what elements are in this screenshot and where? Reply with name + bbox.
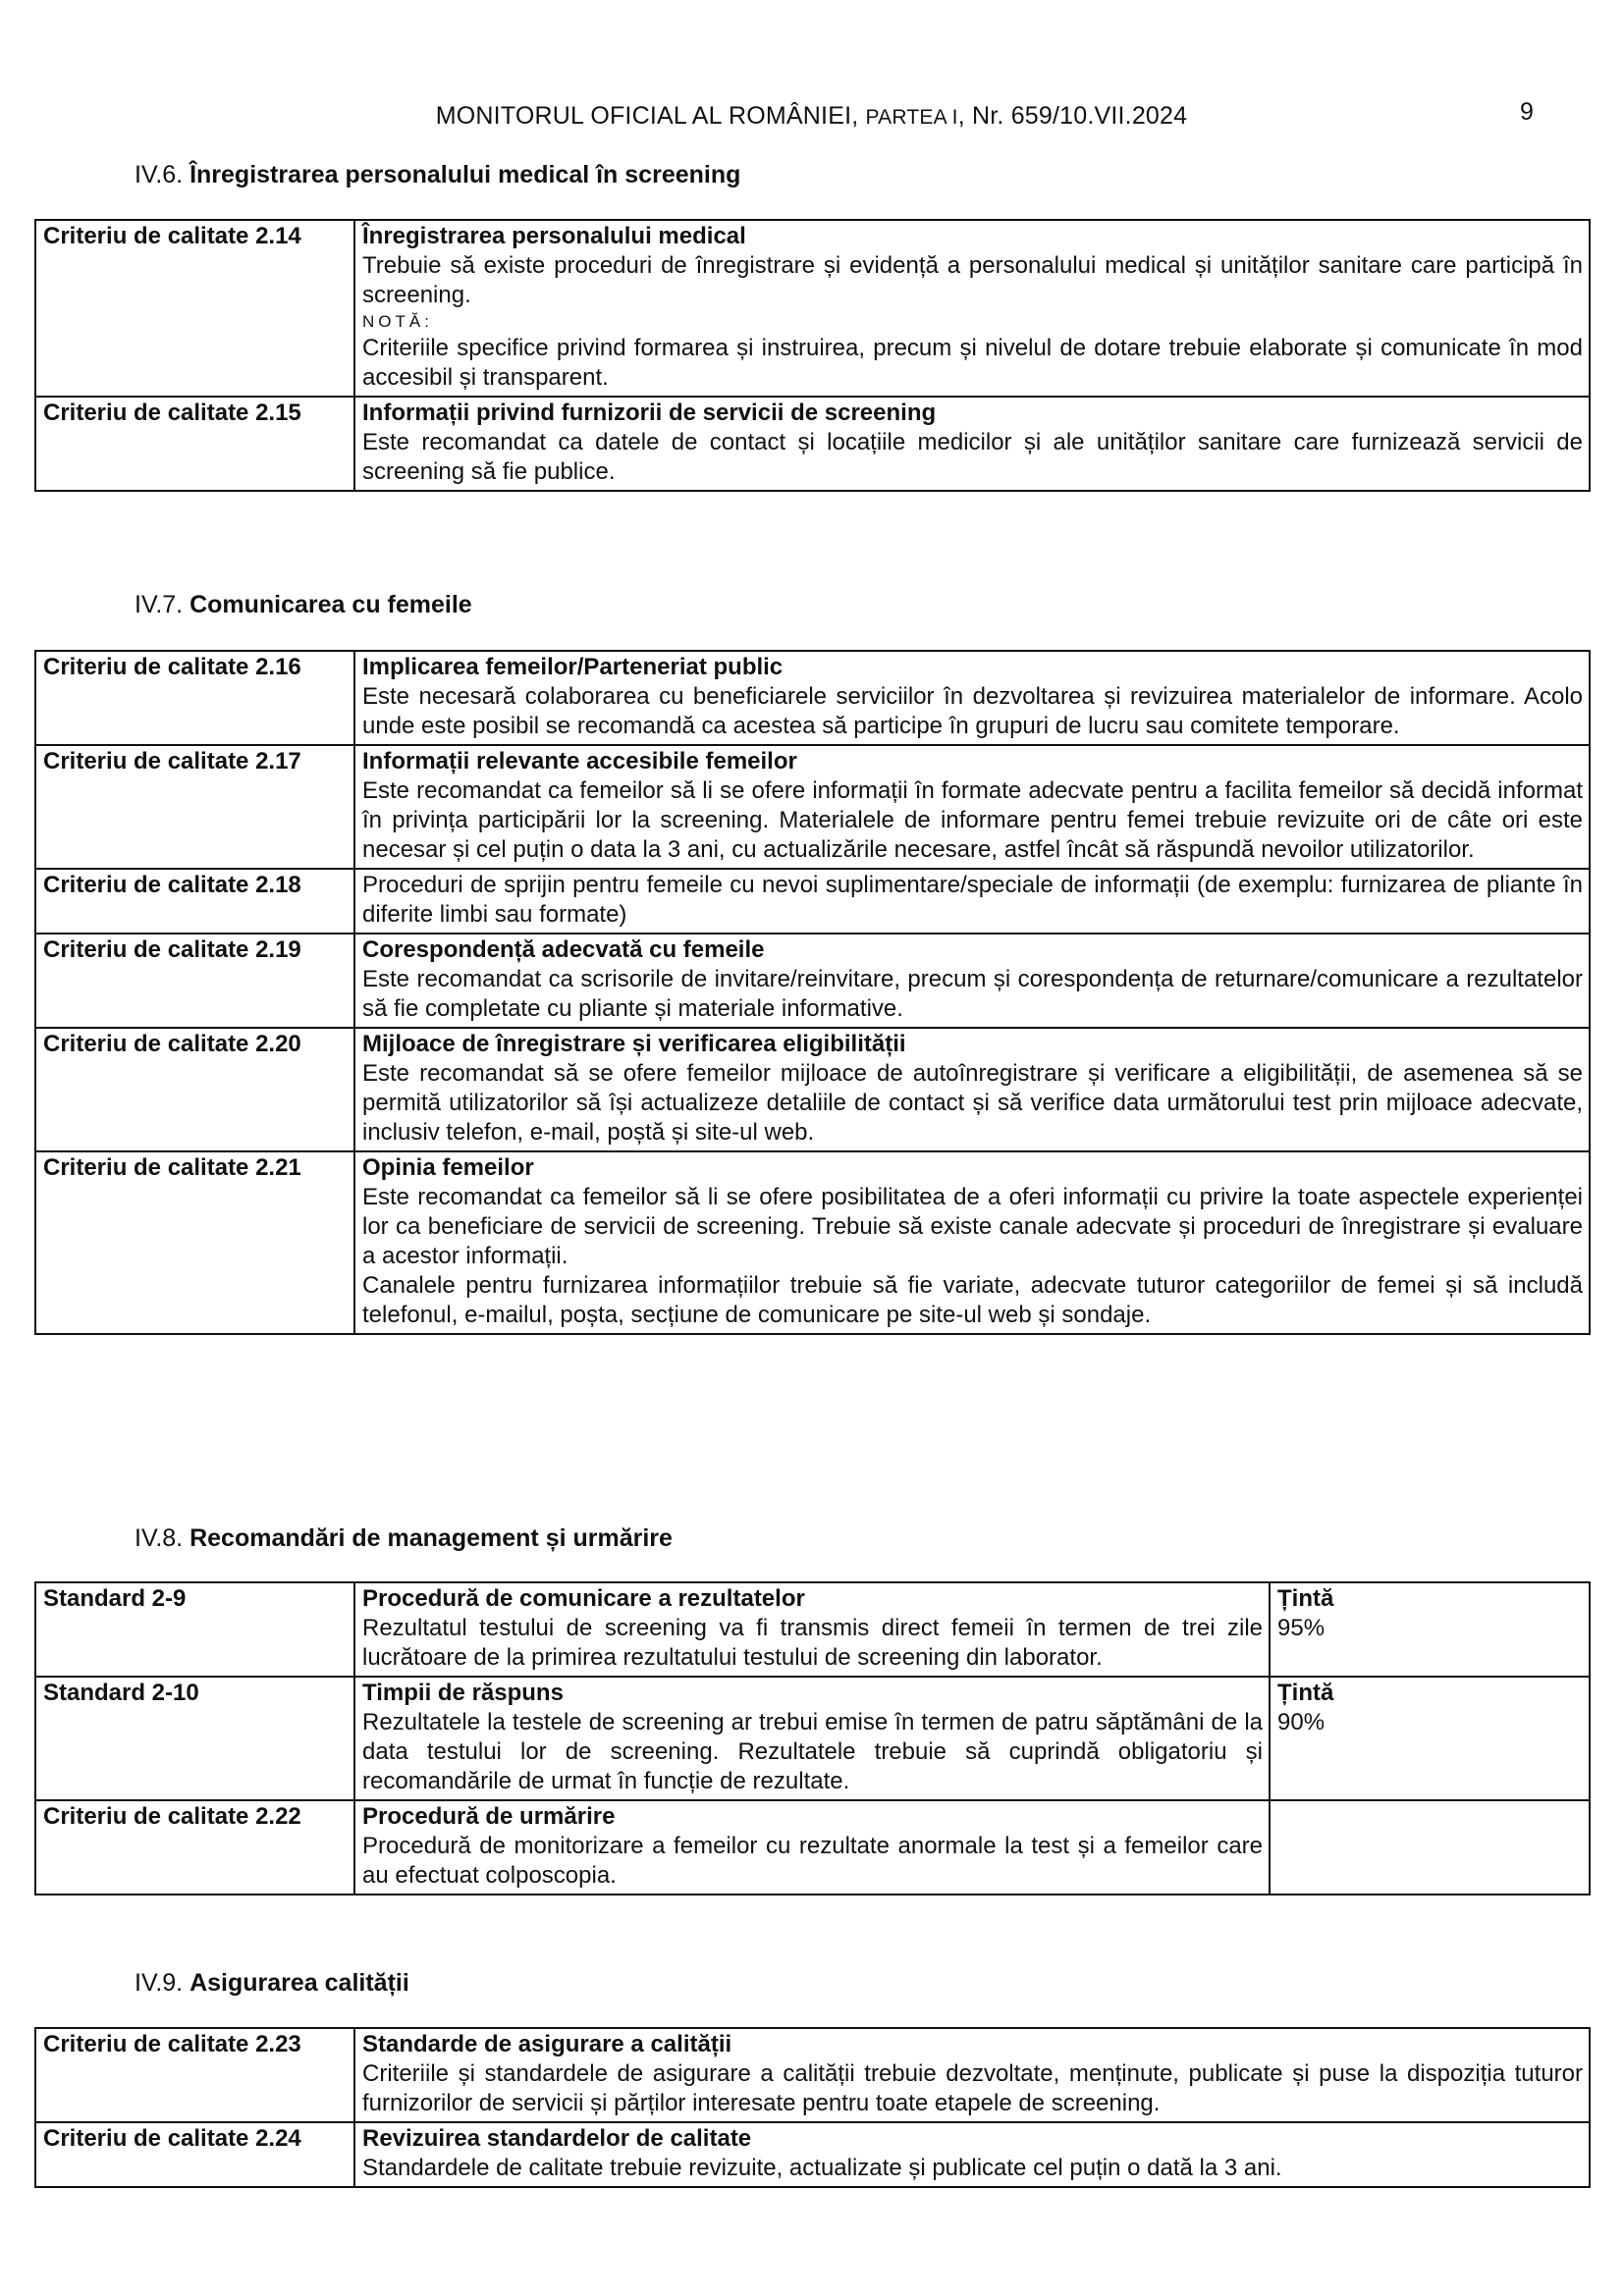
criterion-text: Este recomandat să se ofere femeilor mijloace de autoînregistrare și verificare a eligibilității, de asemenea să se permită utilizatorilor să își actualizeze detaliile de contact și să verifice data următorului test prin mijloace adecvate, inclusiv telefon, e-mail, poștă și site-ul web. <box>362 1060 1583 1146</box>
criterion-content <box>354 1028 1590 1151</box>
target-value: 95% <box>1277 1615 1325 1641</box>
criteria-table-iv6 <box>34 219 1591 492</box>
note-label: NOTĂ: <box>362 312 433 331</box>
section-heading-iv7 <box>135 591 472 619</box>
criterion-label: Criteriu de calitate 2.20 <box>35 1028 354 1151</box>
target-value: 90% <box>1277 1709 1325 1735</box>
criterion-label: Criteriu de calitate 2.21 <box>35 1151 354 1334</box>
header-title-main: MONITORUL OFICIAL AL ROMÂNIEI, <box>435 102 866 130</box>
table-row <box>35 2122 1590 2187</box>
section-number: IV.9. <box>135 1969 184 1997</box>
table-row <box>35 869 1590 934</box>
criterion-content <box>354 869 1590 934</box>
criterion-label: Criteriu de calitate 2.15 <box>35 397 354 491</box>
criterion-title: Standarde de asigurare a calității <box>362 2031 732 2057</box>
criterion-label: Criteriu de calitate 2.24 <box>35 2122 354 2187</box>
section-heading-iv8 <box>135 1524 673 1553</box>
criterion-title: Opinia femeilor <box>362 1154 534 1181</box>
table-row <box>35 745 1590 869</box>
criterion-content <box>354 745 1590 869</box>
section-number: IV.8. <box>135 1524 184 1552</box>
note-text: Criteriile specifice privind formarea și instruirea, precum și nivelul de dotare trebuie elaborate și comunicate în mod accesibil și transparent. <box>362 335 1583 391</box>
criterion-title: Implicarea femeilor/Parteneriat public <box>362 654 784 680</box>
criterion-text: Este recomandat ca femeilor să li se ofere informații în formate adecvate pentru a facilita femeilor să decidă informat în privința participării lor la screening. Materialele de informare pentru femei trebuie revizuite ori de câte ori este necesar și cel puțin o data la 3 ani, cu actualizările necesare, astfel încât să răspundă nevoilor utilizatorilor. <box>362 777 1583 863</box>
criterion-content <box>354 1800 1270 1895</box>
criterion-title: Procedură de urmărire <box>362 1803 616 1830</box>
target-cell <box>1270 1800 1590 1895</box>
page-number: 9 <box>1520 98 1534 126</box>
table-row <box>35 397 1590 491</box>
criterion-label: Criteriu de calitate 2.17 <box>35 745 354 869</box>
criterion-text: Rezultatul testului de screening va fi transmis direct femeii în termen de trei zile lucrătoare de la primirea rezultatului testului de screening din laborator. <box>362 1615 1263 1671</box>
section-title: Comunicarea cu femeile <box>189 591 472 618</box>
page-header <box>0 102 1623 131</box>
criterion-title: Timpii de răspuns <box>362 1680 564 1706</box>
table-row <box>35 651 1590 745</box>
section-title: Recomandări de management și urmărire <box>189 1524 673 1552</box>
criterion-label: Criteriu de calitate 2.19 <box>35 934 354 1028</box>
table-row <box>35 1677 1590 1800</box>
criterion-text: Procedură de monitorizare a femeilor cu rezultate anormale la test și a femeilor care au efectuat colposcopia. <box>362 1833 1263 1889</box>
criterion-text-2: Canalele pentru furnizarea informațiilor trebuie să fie variate, adecvate tuturor categoriilor de femei și să includă telefonul, e-mailul, poșta, secțiune de comunicare pe site-ul web și sondaje. <box>362 1272 1583 1328</box>
criterion-content <box>354 934 1590 1028</box>
standard-label: Standard 2-10 <box>35 1677 354 1800</box>
criterion-title: Revizuirea standardelor de calitate <box>362 2125 752 2152</box>
table-row <box>35 1151 1590 1334</box>
section-title: Asigurarea calității <box>189 1969 409 1997</box>
criterion-label: Criteriu de calitate 2.22 <box>35 1800 354 1895</box>
criterion-title: Corespondență adecvată cu femeile <box>362 936 765 963</box>
section-title: Înregistrarea personalului medical în screening <box>189 161 741 188</box>
criterion-text: Criteriile și standardele de asigurare a calității trebuie dezvoltate, menținute, publicate și puse la dispoziția tuturor furnizorilor de servicii și părților interesate pentru toate etapele de screening. <box>362 2060 1583 2116</box>
table-row <box>35 2028 1590 2122</box>
table-row <box>35 1582 1590 1677</box>
criterion-label: Criteriu de calitate 2.16 <box>35 651 354 745</box>
table-row <box>35 1800 1590 1895</box>
management-table-iv8 <box>34 1581 1591 1896</box>
criterion-title: Informații relevante accesibile femeilor <box>362 748 797 774</box>
criterion-content <box>354 220 1590 397</box>
criterion-title: Mijloace de înregistrare și verificarea eligibilității <box>362 1031 906 1057</box>
criterion-content <box>354 2028 1590 2122</box>
criterion-content <box>354 397 1590 491</box>
criterion-label: Criteriu de calitate 2.18 <box>35 869 354 934</box>
criterion-label: Criteriu de calitate 2.23 <box>35 2028 354 2122</box>
criterion-text: Trebuie să existe proceduri de înregistrare și evidență a personalului medical și unităților sanitare care participă în screening. <box>362 252 1583 308</box>
criterion-content <box>354 1582 1270 1677</box>
target-cell <box>1270 1677 1590 1800</box>
criteria-table-iv9 <box>34 2027 1591 2188</box>
section-heading-iv9 <box>135 1969 409 1998</box>
header-title-issue: , Nr. 659/10.VII.2024 <box>957 102 1188 130</box>
table-row <box>35 220 1590 397</box>
criterion-title: Înregistrarea personalului medical <box>362 223 746 249</box>
criterion-content <box>354 651 1590 745</box>
target-label: Țintă <box>1277 1585 1334 1612</box>
criterion-content <box>354 2122 1590 2187</box>
target-label: Țintă <box>1277 1680 1334 1706</box>
table-row <box>35 934 1590 1028</box>
criterion-text: Proceduri de sprijin pentru femeile cu nevoi suplimentare/speciale de informații (de exemplu: furnizarea de pliante în diferite limbi sau formate) <box>362 872 1583 928</box>
criterion-title: Procedură de comunicare a rezultatelor <box>362 1585 805 1612</box>
criterion-text: Este recomandat ca scrisorile de invitare/reinvitare, precum și corespondența de returnare/comunicare a rezultatelor să fie completate cu pliante și materiale informative. <box>362 966 1583 1022</box>
table-row <box>35 1028 1590 1151</box>
criterion-content <box>354 1677 1270 1800</box>
section-number: IV.7. <box>135 591 184 618</box>
criteria-table-iv7 <box>34 650 1591 1335</box>
criterion-text: Rezultatele la testele de screening ar trebui emise în termen de patru săptămâni de la data testului lor de screening. Rezultatele trebuie să cuprindă obligatoriu și recomandările de urmat în funcție de rezultate. <box>362 1709 1263 1794</box>
criterion-label: Criteriu de calitate 2.14 <box>35 220 354 397</box>
criterion-text: Este recomandat ca datele de contact și locațiile medicilor și ale unităților sanitare care furnizează servicii de screening să fie publice. <box>362 429 1583 485</box>
section-heading-iv6 <box>135 161 740 189</box>
target-cell <box>1270 1582 1590 1677</box>
criterion-text: Este recomandat ca femeilor să li se ofere posibilitatea de a oferi informații cu privire la toate aspectele experienței lor ca beneficiare de servicii de screening. Trebuie să existe canale adecvate și proceduri de înregistrare și evaluare a acestor informații. <box>362 1184 1583 1269</box>
standard-label: Standard 2-9 <box>35 1582 354 1677</box>
criterion-title: Informații privind furnizorii de servicii de screening <box>362 400 937 426</box>
criterion-text: Este necesară colaborarea cu beneficiarele serviciilor în dezvoltarea și revizuirea materialelor de informare. Acolo unde este posibil se recomandă ca acestea să participe în grupuri de lucru sau comitete temporare. <box>362 683 1583 739</box>
criterion-text: Standardele de calitate trebuie revizuite, actualizate și publicate cel puțin o dată la 3 ani. <box>362 2155 1282 2181</box>
criterion-content <box>354 1151 1590 1334</box>
section-number: IV.6. <box>135 161 184 188</box>
header-title-part: PARTEA I <box>865 106 958 129</box>
